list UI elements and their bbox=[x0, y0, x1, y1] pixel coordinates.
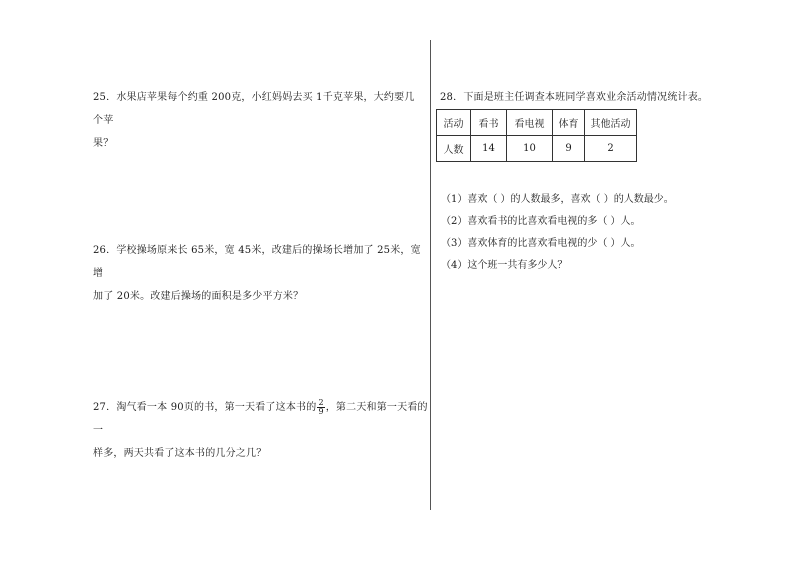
table-header-row bbox=[437, 110, 637, 136]
question-25-line-2: 果？ bbox=[93, 138, 114, 149]
question-26-line-2: 加了 20米。改建后操场的面积是多少平方米？ bbox=[93, 291, 304, 302]
table-row bbox=[437, 136, 637, 162]
sub-question-2: （2）喜欢看书的比喜欢看电视的多（ ）人。 bbox=[441, 216, 641, 227]
question-27-line-1 bbox=[93, 396, 433, 442]
table-cell: 2 bbox=[585, 136, 637, 162]
table-cell: 9 bbox=[553, 136, 585, 162]
fraction-numerator: 2 bbox=[318, 398, 324, 407]
sub-question-3: （3）喜欢体育的比喜欢看电视的少（ ）人。 bbox=[441, 238, 641, 249]
sub-question-4: （4）这个班一共有多少人？ bbox=[441, 260, 568, 271]
table-cell: 人数 bbox=[437, 136, 471, 162]
table-header-cell: 看电视 bbox=[507, 110, 553, 136]
fraction-denominator: 9 bbox=[318, 407, 324, 416]
question-28-title: 28．下面是班主任调查本班同学喜欢业余活动情况统计表。 bbox=[440, 92, 709, 103]
table-cell: 10 bbox=[507, 136, 553, 162]
question-28-sub-questions bbox=[441, 189, 674, 277]
activity-stats-table bbox=[436, 109, 637, 162]
table-header-cell: 其他活动 bbox=[585, 110, 637, 136]
table-cell: 14 bbox=[471, 136, 507, 162]
question-27 bbox=[93, 396, 433, 465]
fraction bbox=[317, 399, 324, 416]
table-header-cell: 看书 bbox=[471, 110, 507, 136]
table-header-cell: 体育 bbox=[553, 110, 585, 136]
question-27-text-before-fraction: 27．淘气看一本 90页的书，第一天看了这本书的 bbox=[93, 402, 317, 413]
question-26-line-1: 26．学校操场原来长 65米，宽 45米，改建后的操场长增加了 25米，宽增 bbox=[93, 245, 421, 279]
question-25-line-1: 25．水果店苹果每个约重 200克，小红妈妈去买 1千克苹果，大约要几个苹 bbox=[93, 92, 415, 126]
question-26 bbox=[93, 239, 423, 308]
question-27-text-after-fraction: ，第二天和第一天看的一 bbox=[93, 402, 428, 436]
question-27-line-2: 样多，两天共看了这本书的几分之几？ bbox=[93, 448, 267, 459]
question-25 bbox=[93, 86, 423, 155]
table-header-cell: 活动 bbox=[437, 110, 471, 136]
sub-question-1: （1）喜欢（ ）的人数最多，喜欢（ ）的人数最少。 bbox=[441, 194, 674, 205]
